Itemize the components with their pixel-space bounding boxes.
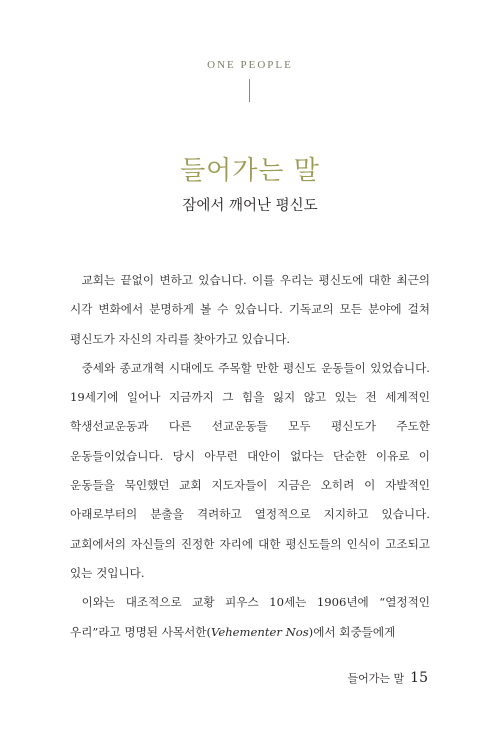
page-number: 15 (410, 670, 428, 686)
page-footer (348, 670, 428, 686)
header-divider (249, 79, 250, 102)
chapter-subtitle: 잠에서 깨어난 평신도 (182, 198, 318, 214)
chapter-title: 들어가는 말 (180, 156, 320, 186)
running-title: 들어가는 말 (347, 672, 405, 685)
paragraph-1: 교회는 끝없이 변하고 있습니다. 이를 우리는 평신도에 대한 최근의 시각 변화에서 분명하게 볼 수 있습니다. 기독교의 모든 분야에 걸쳐 평신도가 자신의 자리를 찾아가고 있습니다. (70, 273, 430, 346)
paragraph-2: 중세와 종교개혁 시대에도 주목할 만한 평신도 운동들이 있었습니다. 19세기에 일어나 지금까지 그 힘을 잃지 않고 있는 전 세계적인 학생선교운동과 다른 선교운동들 모두 평신도가 주도한 운동들이었습니다. 당시 아무런 대안이 없다는 단순한 이유로 이 운동들을 묵인했던 교회 지도자들이 지금은 오히려 이 자발적인 아래로부터의 분출을 격려하고 열정적으로 지지하고 있습니다. 교회에서의 자신들의 진정한 자리에 대한 평신도들의 인식이 고조되고 있는 것입니다. (70, 360, 430, 580)
paragraph-3-text-b: )에서 회중들에게 (308, 624, 396, 639)
body-text (70, 266, 430, 647)
latin-title: Vehementer Nos (211, 624, 309, 639)
section-label: ONE PEOPLE (207, 59, 293, 71)
paragraph-3-text-a: 이와는 대조적으로 교황 피우스 10세는 1906년에 “열정적인 우리”라고 명명된 사목서한( (70, 595, 430, 639)
paragraph-3 (70, 588, 430, 647)
